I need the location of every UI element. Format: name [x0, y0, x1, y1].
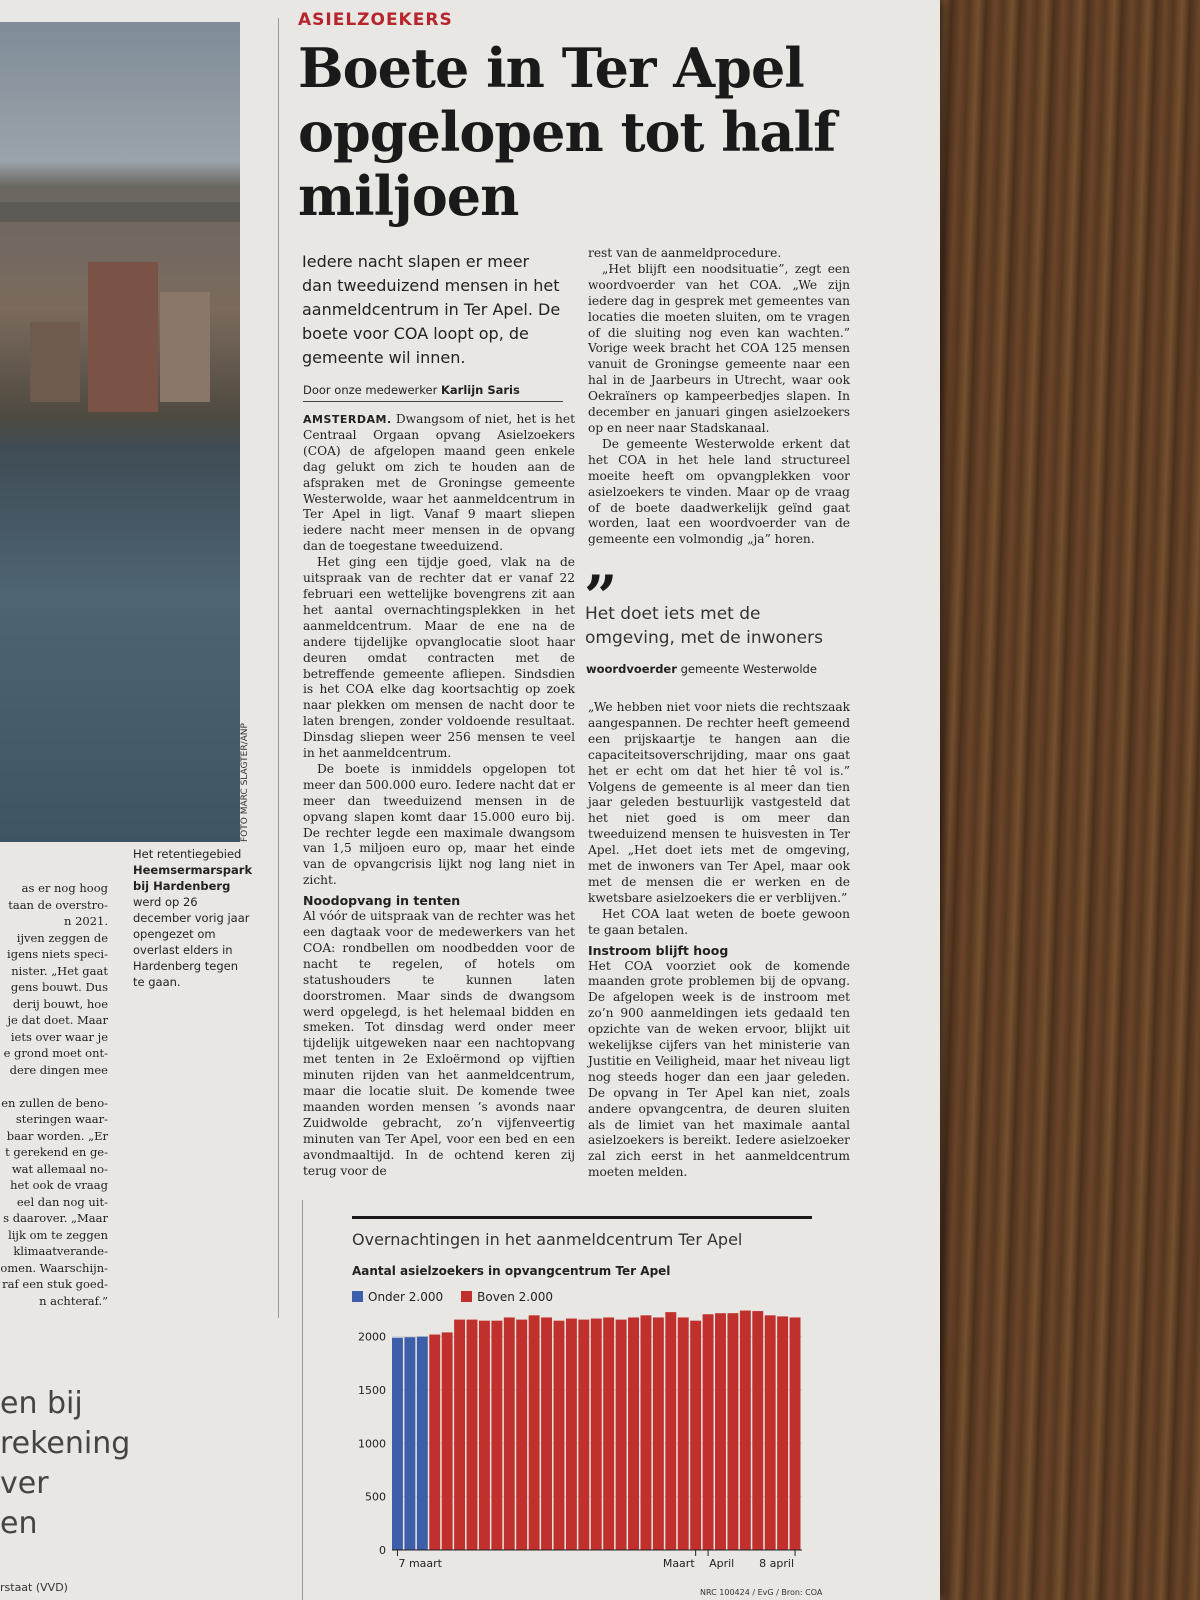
paragraph: Het COA voorziet ook de komende maanden grote problemen bij de opvang. De afgelopen week is de instroom met zo’n 900 aanmeldingen iets gedaald ten opzichte van de weken ervoor, blijkt uit wekelijkse cijfers van het ministerie van Justitie en Veiligheid, maar het niveau ligt nog steeds hoger dan een jaar geleden. De opvang in Ter Apel kan niet, zoals andere opvangcentra, de deuren sluiten als de limiet van het maximale aantal asielzoekers is bereikt. Iedere asielzoeker zal zich eerst in het aanmeldcentrum moeten melden.	[588, 958, 850, 1180]
bar	[429, 1335, 440, 1550]
subheading: Noodopvang in tenten	[303, 893, 461, 909]
y-tick-label: 1000	[358, 1437, 386, 1451]
pull-quote: Het doet iets met de omgeving, met de inwoners	[585, 604, 823, 648]
left-article-line: en zullen de beno-	[1, 1095, 108, 1110]
y-tick-label: 2000	[358, 1330, 386, 1344]
bar	[678, 1317, 689, 1550]
y-tick-label: 500	[365, 1490, 386, 1504]
bar	[491, 1321, 502, 1550]
paragraph: „We hebben niet voor niets die rechtszaak aangespannen. De rechter heeft gemeend een prijskaartje te hangen aan die capaciteitsoverschrijding, maar ons gaat het er echt om dat het hier tê vol is.” Volgens de gemeente is al meer dan tien jaar geleden bestuurlijk vastgesteld dat het niet goed is om meer dan tweeduizend mensen te huisvesten in Ter Apel. „Het doet iets met de omgeving, met de inwoners van Ter Apel, maar ook met de mensen die er werken en de kwetsbare asielzoekers die er verblijven.”	[588, 700, 850, 905]
left-article-line: het ook de vraag	[10, 1178, 108, 1192]
left-article-line: omen. Waarschijn-	[0, 1260, 108, 1275]
bar	[790, 1317, 801, 1550]
paragraph: „Het blijft een noodsituatie”, zegt een woordvoerder van het COA. „We zijn iedere dag in gesprek met gemeentes van locaties die moeten sluiten, om te vragen of die sluiting nog even kan wachten.” Vorige week bracht het COA 125 mensen vanuit de Groningse gemeente naar een hal in de Jaarbeurs in Utrecht, waar ook Oekraïners op kampeerbedjes slapen. In december en januari gingen asielzoekers op en neer naar Stadskanaal.	[588, 261, 850, 435]
left-article-line: nister. „Het gaat	[11, 963, 108, 978]
section-kicker: ASIELZOEKERS	[298, 10, 453, 30]
teaser-line: en bij	[0, 1386, 83, 1421]
left-article-line: igens niets speci-	[7, 947, 108, 961]
dateline: AMSTERDAM.	[303, 413, 392, 426]
caption-rest: werd op 26 december vorig jaar opengezet om overlast elders in Hardenberg tegen te gaan.	[133, 895, 250, 989]
bar	[665, 1312, 676, 1550]
left-article-line: n 2021.	[64, 914, 108, 928]
bar	[752, 1311, 763, 1550]
aerial-photo-hardenberg	[0, 22, 240, 842]
legend-swatch-blue	[352, 1291, 363, 1302]
bar	[442, 1332, 453, 1550]
left-article-line: e grond moet ont-	[3, 1046, 108, 1060]
left-article-line: taan de overstro-	[8, 897, 108, 912]
teaser-line: ver	[0, 1466, 49, 1501]
bar	[392, 1338, 403, 1550]
article-headline: Boete in Ter Apel opgelopen tot half miljoen	[298, 36, 836, 228]
left-article-line: baar worden. „Er	[6, 1128, 108, 1143]
chart-source: NRC 100424 / EvG / Bron: COA	[700, 1588, 823, 1597]
left-teaser-heading	[0, 1384, 160, 1544]
bar	[740, 1311, 751, 1550]
teaser-line: rekening	[0, 1426, 131, 1461]
x-tick-label: April	[709, 1557, 735, 1570]
left-article-line: wat allemaal no-	[11, 1161, 108, 1176]
bar	[628, 1317, 639, 1550]
bar	[640, 1315, 651, 1550]
left-article-line: as er nog hoog	[21, 881, 108, 895]
bar	[516, 1320, 527, 1550]
left-article-line: gens bouwt. Dus	[10, 980, 108, 994]
left-article-line: derij bouwt, hoe	[12, 996, 108, 1011]
bar	[616, 1320, 627, 1550]
bar	[603, 1317, 614, 1550]
bar	[566, 1319, 577, 1550]
bar	[417, 1337, 428, 1550]
article-byline	[303, 383, 563, 402]
subheading: Instroom blijft hoog	[588, 942, 729, 958]
photo-building	[30, 322, 80, 402]
legend-item-onder	[352, 1290, 443, 1304]
bar	[404, 1337, 415, 1550]
column-divider	[278, 18, 279, 1318]
quote-attribution	[586, 662, 846, 676]
left-article-line: t gerekend en ge-	[5, 1145, 108, 1159]
paragraph	[303, 412, 575, 555]
bar	[578, 1320, 589, 1550]
left-article-line	[0, 1078, 108, 1095]
bar	[727, 1313, 738, 1550]
paragraph: De boete is inmiddels opgelopen tot meer dan 500.000 euro. Iedere nacht dat er meer dan tweeduizend mensen in de opvang slapen komt daar 15.000 euro bij. De rechter legde een maximale dwangsom van 1,5 miljoen euro op, maar het einde van de opvangcrisis lijkt nog lang niet in zicht.	[303, 761, 575, 888]
paragraph: Het ging een tijdje goed, vlak na de uitspraak van de rechter dat er vanaf 22 februari een wettelijke bovengrens zit aan het aantal overnachtingsplekken in het aanmeldcentrum. Maar de ene na de andere tijdelijke opvanglocatie sloot haar deuren omdat contracten met de betreffende gemeente afliepen. Sindsdien is het COA elke dag koortsachtig op zoek naar plekken om mensen de nacht door te laten brengen, zonder voldoende resultaat. Dinsdag sliepen weer 256 mensen te veel in het aanmeldcentrum.	[303, 555, 575, 761]
article-column-2	[588, 246, 850, 548]
left-article-line: raf een stuk goed-	[2, 1277, 108, 1291]
x-tick-label: Maart	[662, 1557, 695, 1570]
bar	[541, 1317, 552, 1550]
teaser-line: en	[0, 1506, 38, 1541]
photo-building	[88, 262, 158, 412]
byline-prefix: Door onze medewerker	[303, 383, 438, 397]
article-column-2-continued	[588, 700, 850, 1181]
left-article-line: lijk om te zeggen	[8, 1227, 108, 1242]
x-tick-label: 7 maart	[398, 1557, 442, 1570]
bar	[504, 1317, 515, 1550]
legend-swatch-red	[461, 1291, 472, 1302]
paragraph: Het COA laat weten de boete gewoon te gaan betalen.	[588, 906, 850, 937]
left-article-column	[0, 880, 108, 1309]
column-divider	[302, 1200, 303, 1600]
bar	[703, 1314, 714, 1550]
bar	[777, 1316, 788, 1550]
legend-label: Onder 2.000	[368, 1290, 444, 1304]
photo-building	[160, 292, 210, 402]
y-tick-label: 1500	[358, 1384, 386, 1397]
left-footer-text: rstaat (VVD)	[0, 1581, 68, 1594]
paragraph: De gemeente Westerwolde erkent dat het COA in het hele land structureel moeite heeft om opvangplekken voor asielzoekers te vinden. Maar op de vraag of de boete daadwerkelijk geïnd gaat worden, laat een woordvoerder van de gemeente een volmondig „ja” horen.	[588, 436, 850, 547]
paragraph: Al vóór de uitspraak van de rechter was het een dagtaak voor de medewerkers van het COA: rondbellen om noodbedden voor de nacht te regelen, of hotels om statushouders te kunnen laten doorstromen. Maar sinds de dwangsom werd opgelegd, is het helemaal bidden en smeken. Tot dinsdag werd onder meer tijdelijk uitgeweken naar een nachtopvang met tenten in 2e Exloërmond op vijftien minuten rijden van het aanmeldcentrum, maar die locatie sluit. De komende twee maanden worden mensen ’s avonds naar Zuidwolde gebracht, zo’n vijfenveertig minuten van Ter Apel, voor een bed en een avondmaaltijd. In de ochtend keren zij terug voor de	[303, 909, 575, 1178]
paragraph: rest van de aanmeldprocedure.	[588, 246, 782, 260]
photo-skyline	[0, 202, 240, 222]
bar	[591, 1319, 602, 1550]
left-article-line: klimaatverande-	[13, 1244, 108, 1258]
left-article-line: ijven zeggen de	[16, 930, 108, 945]
left-article-line: n achteraf.”	[39, 1293, 108, 1308]
left-article-line: iets over waar je	[10, 1029, 108, 1044]
bar	[529, 1315, 540, 1550]
bar	[765, 1315, 776, 1550]
x-tick-label: 8 april	[759, 1557, 795, 1570]
bar	[554, 1321, 565, 1550]
byline-author: Karlijn Saris	[440, 383, 520, 397]
caption-prefix: Het retentiegebied	[133, 847, 242, 861]
left-article-line: dere dingen mee	[9, 1062, 108, 1077]
photo-credit: FOTO MARC SLAGTER/ANP	[240, 723, 250, 842]
quote-role: woordvoerder	[586, 662, 677, 676]
chart-legend	[352, 1290, 553, 1304]
chart-top-rule	[352, 1216, 812, 1219]
bar	[690, 1321, 701, 1550]
photo-caption	[133, 846, 253, 990]
left-article-line: eel dan nog uit-	[16, 1194, 108, 1209]
legend-item-boven	[461, 1290, 553, 1304]
quote-org: gemeente Westerwolde	[680, 662, 817, 676]
caption-location: Heemsermarspark bij Hardenberg	[133, 863, 253, 893]
y-tick-label: 0	[379, 1544, 386, 1557]
bar	[715, 1313, 726, 1550]
bar	[479, 1321, 490, 1550]
legend-label: Boven 2.000	[477, 1290, 553, 1304]
left-article-line: steringen waar-	[15, 1112, 108, 1126]
quote-mark-icon: ”	[584, 563, 618, 631]
bar	[653, 1317, 664, 1550]
left-article-line: s daarover. „Maar	[3, 1211, 108, 1225]
bar	[454, 1320, 465, 1550]
chart-subtitle: Aantal asielzoekers in opvangcentrum Ter Apel	[352, 1264, 671, 1278]
chart-title: Overnachtingen in het aanmeldcentrum Ter Apel	[352, 1230, 743, 1249]
bar	[467, 1320, 478, 1550]
article-column-1	[303, 412, 575, 1180]
left-article-line: je dat doet. Maar	[7, 1013, 108, 1027]
paragraph-text: Dwangsom of niet, het is het Centraal Orgaan opvang Asielzoekers (COA) de afgelopen maand geen enkele dag gelukt om zich te houden aan de afspraken met de Groningse gemeente Westerwolde, waar het aanmeldcentrum in Ter Apel in ligt. Vanaf 9 maart sliepen iedere nacht meer mensen in de opvang dan de toegestane tweeduizend.	[303, 412, 576, 554]
article-lead: Iedere nacht slapen er meer dan tweeduizend mensen in het aanmeldcentrum in Ter Apel. De boete voor COA loopt op, de gemeente wil innen.	[302, 252, 561, 367]
bar-chart	[352, 1306, 822, 1586]
